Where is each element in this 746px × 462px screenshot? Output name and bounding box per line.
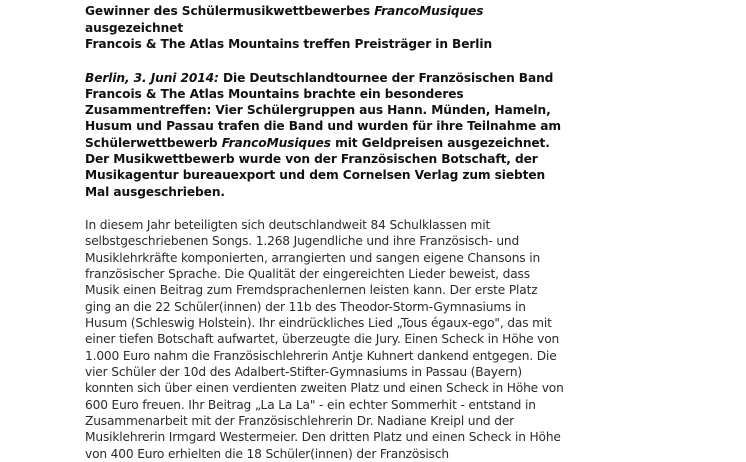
lead-competition-name: FrancoMusiques — [221, 135, 331, 150]
lead-text-a: Die Deutschlandtournee der Französischen Band Francois & The Atlas Mountains brachte ein besonderes Zusammentreffen: Vier Schülergruppen aus Hann. Münden, Hameln, Husum und Passau trafen die Band und wurden für ihre Teilnahme am Schülerwettbewerb — [85, 70, 561, 150]
dateline: Berlin, 3. Juni 2014: — [85, 70, 219, 85]
headline-line1-a: Gewinner des Schülermusikwettbewerbes — [85, 4, 375, 18]
headline — [85, 3, 565, 53]
press-release-page — [85, 0, 565, 462]
body-paragraph: In diesem Jahr beteiligten sich deutschlandweit 84 Schulklassen mit selbstgeschriebenen Songs. 1.268 Jugendliche und ihre Französisch- und Musiklehrkräfte komponierten, arrangierten und sangen eigene Chansons in französischer Sprache. Die Qualität der eingereichten Lieder beweist, dass Musik einen Beitrag zum Fremdsprachenlernen leisten kann. Der erste Platz ging an die 22 Schüler(innen) der 11b des Theodor-Storm-Gymnasiums in Husum (Schleswig Holstein). Ihr eindrückliches Lied „Tous égaux-ego", das mit einer tiefen Botschaft aufwartet, überzeugte die Jury. Einen Scheck in Höhe von 1.000 Euro nahm die Französischlehrerin Antje Kuhnert dankend entgegen. Die vier Schüler der 10d des Adalbert-Stifter-Gymnasiums in Passau (Bayern) konnten sich über einen verdienten zweiten Platz und einen Scheck in Höhe von 600 Euro freuen. Ihr Beitrag „La La La" - ein echter Sommerhit - entstand in Zusammenarbeit mit der Französischlehrerin Dr. Nadiane Kreipl und der Musiklehrerin Irmgard Westermeier. Den dritten Platz und einen Scheck in Höhe von 400 Euro erhielten die 18 Schüler(innen) der Französisch — [85, 217, 564, 461]
lead-agency-export: export — [230, 168, 276, 183]
headline-line1-b: ausgezeichnet — [85, 20, 184, 35]
headline-line2: Francois & The Atlas Mountains treffen Preisträger in Berlin — [85, 37, 493, 51]
lead-text-c: und dem Cornelsen Verlag zum siebten Mal ausgeschrieben. — [85, 168, 546, 199]
lead-paragraph — [85, 70, 565, 200]
lead-text-b: mit Geldpreisen ausgezeichnet. Der Musikwettbewerb wurde von der Französischen Botschaft, der Musikagentur bureau — [85, 135, 550, 183]
headline-competition-name: FrancoMusiques — [374, 4, 484, 18]
